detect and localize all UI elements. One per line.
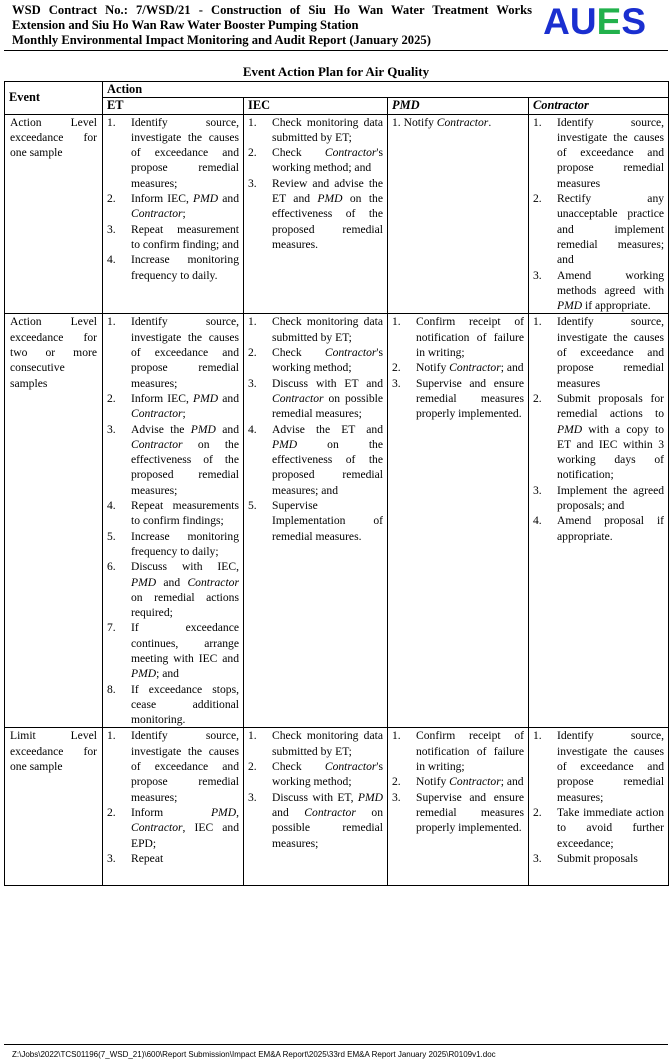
et-cell	[103, 728, 244, 886]
pmd-cell	[388, 728, 529, 886]
item-number: 2.	[107, 805, 116, 819]
list-item	[533, 805, 664, 851]
table-title: Event Action Plan for Air Quality	[242, 64, 430, 79]
list-item	[248, 790, 383, 851]
header-line-3: Monthly Environmental Impact Monitoring and Audit Report (January 2025)	[12, 33, 431, 47]
contractor-cell	[529, 728, 669, 886]
item-number: 2.	[107, 391, 116, 405]
item-number: 3.	[107, 222, 116, 236]
list-item	[533, 115, 664, 191]
item-text: Discuss with ET and Contractor on possible remedial measures;	[272, 376, 383, 421]
item-text: Repeat measurement to confirm finding; and	[131, 222, 239, 251]
item-number: 1.	[107, 729, 116, 743]
list-item	[248, 759, 383, 790]
contractor-action-list	[533, 314, 664, 543]
footer-divider	[4, 1044, 668, 1045]
item-text: Confirm receipt of notification of failure in writing;	[416, 315, 524, 360]
item-text: Confirm receipt of notification of failure in writing;	[416, 729, 524, 774]
list-item	[533, 483, 664, 514]
logo-letter-s: S	[621, 1, 646, 42]
item-number: 2.	[248, 346, 257, 360]
item-text: Check monitoring data submitted by ET;	[272, 115, 383, 144]
iec-action-list	[248, 115, 383, 253]
item-text: Identify source, investigate the causes of exceedance and propose remedial measures	[557, 115, 665, 190]
item-number: 2.	[533, 391, 542, 405]
item-number: 3.	[533, 851, 542, 865]
item-number: 2.	[392, 775, 401, 789]
item-text: Identify source, investigate the causes of exceedance and propose remedial measures	[557, 315, 665, 390]
pmd-action-list	[392, 314, 524, 421]
item-number: 3.	[392, 790, 401, 804]
item-number: 1.	[392, 315, 401, 329]
item-text: Increase monitoring frequency to daily;	[131, 529, 239, 558]
item-text: Amend proposal if appropriate.	[557, 514, 665, 543]
aues-logo	[543, 2, 646, 42]
iec-cell	[244, 314, 388, 728]
event-cell: Action Level exceedance for two or more consecutive samples	[5, 314, 103, 728]
item-text: Identify source, investigate the causes of exceedance and propose remedial measures;	[131, 729, 239, 804]
et-action-list	[107, 115, 239, 283]
item-text: Inform PMD, Contractor, IEC and EPD;	[131, 805, 239, 850]
item-text: Check Contractor's working method; and	[272, 146, 383, 175]
event-action-table	[4, 81, 669, 886]
contractor-action-list	[533, 728, 664, 866]
list-item	[107, 115, 239, 191]
item-text: Discuss with ET, PMD and Contractor on possible remedial measures;	[272, 790, 383, 850]
list-item	[533, 191, 664, 267]
list-item	[107, 728, 239, 804]
list-item	[533, 851, 664, 866]
item-number: 2.	[248, 146, 257, 160]
item-number: 1.	[248, 729, 257, 743]
list-item	[248, 376, 383, 422]
item-number: 7.	[107, 621, 116, 635]
list-item	[533, 391, 664, 483]
list-item	[107, 498, 239, 529]
item-text: Identify source, investigate the causes of exceedance and propose remedial measures;	[557, 729, 665, 804]
document-header	[12, 3, 532, 48]
item-number: 2.	[533, 805, 542, 819]
iec-cell	[244, 114, 388, 314]
item-text: Notify Contractor; and	[416, 361, 524, 375]
item-text: Check Contractor's working method;	[272, 760, 383, 789]
contractor-cell	[529, 314, 669, 728]
item-text: Implement the agreed proposals; and	[557, 483, 665, 513]
item-number: 3.	[533, 483, 542, 497]
item-text: Repeat measurements to confirm findings;	[131, 499, 239, 528]
item-text: Repeat	[131, 851, 164, 865]
col-header-contractor: Contractor	[529, 98, 669, 114]
et-cell	[103, 114, 244, 314]
item-text: Rectify any unacceptable practice and implement remedial measures; and	[557, 192, 665, 267]
logo-letter-u: U	[569, 1, 597, 42]
event-header: Event	[5, 82, 103, 115]
list-item	[248, 314, 383, 345]
item-text: Supervise and ensure remedial measures properly implemented.	[416, 790, 524, 835]
list-item	[533, 314, 664, 390]
list-item	[533, 513, 664, 544]
item-number: 1.	[107, 115, 116, 129]
pmd-cell	[388, 314, 529, 728]
item-number: 4.	[248, 422, 257, 436]
list-item	[107, 559, 239, 620]
item-number: 1.	[248, 115, 257, 129]
iec-cell	[244, 728, 388, 886]
list-item	[392, 360, 524, 375]
list-item	[107, 805, 239, 851]
file-path-footer: Z:\Jobs\2022\TCS01196(7_WSD_21)\600\Report Submission\Impact EM&A Report\2025\33rd EM&A Report January 2025\R0109v1.doc	[12, 1050, 496, 1059]
list-item	[248, 422, 383, 498]
event-cell: Limit Level exceedance for one sample	[5, 728, 103, 886]
item-text: Check monitoring data submitted by ET;	[272, 729, 383, 758]
item-text: Advise the ET and PMD on the effectiveness of the proposed remedial measures; and	[272, 422, 383, 497]
header-line-2: Extension and Siu Ho Wan Raw Water Booster Pumping Station	[12, 18, 359, 32]
list-item	[107, 191, 239, 222]
list-item	[248, 345, 383, 376]
header-line-1: WSD Contract No.: 7/WSD/21 - Construction of Siu Ho Wan Water Treatment Works	[12, 3, 532, 17]
pmd-action-list	[392, 728, 524, 835]
pmd-action-text: 1. Notify Contractor.	[392, 115, 492, 129]
item-number: 2.	[248, 760, 257, 774]
item-text: Supervise Implementation of remedial measures.	[272, 499, 383, 543]
item-number: 1.	[533, 115, 542, 129]
item-number: 6.	[107, 560, 116, 574]
item-text: If exceedance continues, arrange meeting with IEC and PMD; and	[131, 621, 239, 681]
item-text: Identify source, investigate the causes of exceedance and propose remedial measures;	[131, 315, 239, 390]
col-header-et: ET	[103, 98, 244, 114]
list-item	[533, 268, 664, 314]
list-item	[107, 252, 239, 283]
item-number: 1.	[533, 315, 542, 329]
item-number: 2.	[392, 361, 401, 375]
list-item	[248, 498, 383, 544]
list-item	[392, 314, 524, 360]
item-number: 1.	[392, 729, 401, 743]
item-number: 5.	[248, 499, 257, 513]
et-action-list	[107, 314, 239, 727]
item-number: 3.	[248, 376, 257, 390]
list-item	[107, 529, 239, 560]
col-header-iec: IEC	[244, 98, 388, 114]
header-divider	[4, 50, 668, 51]
item-number: 3.	[248, 176, 257, 190]
item-text: If exceedance stops, cease additional monitoring.	[131, 682, 239, 727]
item-number: 1.	[248, 315, 257, 329]
item-text: Advise the PMD and Contractor on the effectiveness of the proposed remedial measures;	[131, 422, 240, 497]
table-row	[5, 728, 669, 886]
list-item	[107, 422, 239, 498]
item-text: Take immediate action to avoid further exceedance;	[557, 805, 665, 850]
item-text: Identify source, investigate the causes of exceedance and propose remedial measures;	[131, 115, 239, 190]
iec-action-list	[248, 314, 383, 543]
item-number: 1.	[533, 729, 542, 743]
table-row	[5, 114, 669, 314]
item-number: 4.	[107, 253, 116, 267]
event-cell: Action Level exceedance for one sample	[5, 114, 103, 314]
item-number: 1.	[107, 315, 116, 329]
item-number: 3.	[533, 268, 542, 282]
list-item	[248, 145, 383, 176]
item-text: Amend working methods agreed with PMD if appropriate.	[557, 268, 665, 313]
list-item	[248, 728, 383, 759]
item-text: Inform IEC, PMD and Contractor;	[131, 192, 239, 221]
item-text: Submit proposals	[557, 851, 638, 865]
iec-action-list	[248, 728, 383, 850]
item-text: Supervise and ensure remedial measures properly implemented.	[416, 376, 524, 421]
item-number: 2.	[107, 192, 116, 206]
item-number: 3.	[248, 790, 257, 804]
et-action-list	[107, 728, 239, 866]
list-item	[392, 774, 524, 789]
list-item	[392, 728, 524, 774]
list-item	[107, 314, 239, 390]
list-item	[248, 176, 383, 252]
item-number: 3.	[392, 376, 401, 390]
item-text: Discuss with IEC, PMD and Contractor on remedial actions required;	[131, 560, 239, 620]
item-text: Notify Contractor; and	[416, 775, 524, 789]
list-item	[533, 728, 664, 804]
item-number: 3.	[107, 851, 116, 865]
et-cell	[103, 314, 244, 728]
logo-letter-e: E	[596, 1, 622, 42]
logo-letter-a: A	[543, 1, 570, 42]
list-item	[107, 222, 239, 253]
table-row	[5, 314, 669, 728]
list-item	[107, 391, 239, 422]
item-text: Submit proposals for remedial actions to PMD with a copy to ET and IEC within 3 working days of notification;	[557, 391, 665, 482]
pmd-cell	[388, 114, 529, 314]
list-item	[107, 620, 239, 681]
list-item	[392, 376, 524, 422]
list-item	[107, 851, 239, 866]
item-number: 2.	[533, 192, 542, 206]
item-text: Inform IEC, PMD and Contractor;	[131, 391, 239, 421]
item-text: Increase monitoring frequency to daily.	[131, 253, 239, 282]
col-header-pmd: PMD	[388, 98, 529, 114]
item-number: 4.	[533, 514, 542, 528]
list-item	[248, 115, 383, 146]
contractor-action-list	[533, 115, 664, 314]
item-text: Check monitoring data submitted by ET;	[272, 315, 383, 344]
item-text: Check Contractor's working method;	[272, 346, 383, 375]
action-header: Action	[103, 82, 669, 98]
list-item	[392, 790, 524, 836]
list-item	[107, 682, 239, 728]
item-number: 4.	[107, 499, 116, 513]
item-number: 8.	[107, 682, 116, 696]
item-number: 5.	[107, 529, 116, 543]
item-text: Review and advise the ET and PMD on the effectiveness of the proposed remedial measures.	[272, 176, 383, 251]
item-number: 3.	[107, 422, 116, 436]
contractor-cell	[529, 114, 669, 314]
